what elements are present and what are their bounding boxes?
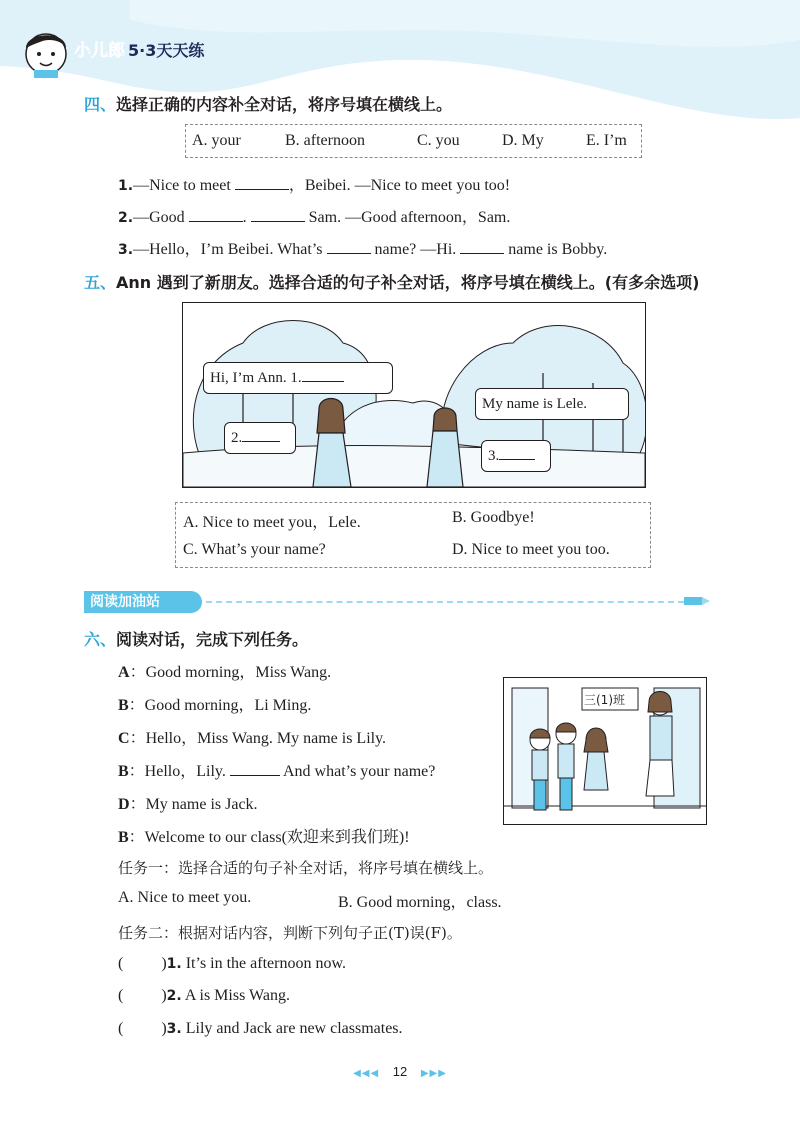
bubble-1-text: Hi, I’m Ann. 1. <box>210 370 302 386</box>
item-text: name? —Hi. <box>370 241 461 258</box>
dialogue-line <box>118 692 311 715</box>
item-text: name is Bobby. <box>504 241 608 258</box>
speaker: D <box>118 796 130 813</box>
section-5-heading <box>84 270 699 293</box>
section-4-options-box <box>185 124 642 158</box>
item-number: 3. <box>118 242 134 258</box>
judge-text: It’s in the afternoon now. <box>181 955 346 972</box>
judge-text: A is Miss Wang. <box>181 987 290 1004</box>
dialogue-line <box>118 659 331 682</box>
banner-divider <box>206 601 684 603</box>
series-title: 5·3天天练 <box>128 41 205 60</box>
answer-blank[interactable] <box>460 239 504 254</box>
brand-logo-text: 小儿郎 <box>74 41 125 61</box>
section-5-number: 五、 <box>84 273 117 292</box>
speech-bubble-3 <box>475 388 629 420</box>
option-c: C. you <box>417 132 460 149</box>
open-paren: ( <box>118 987 124 1004</box>
judge-text: Lily and Jack are new classmates. <box>181 1020 403 1037</box>
option-a: A. your <box>192 132 241 149</box>
option-b: B. Goodbye! <box>452 509 535 526</box>
judge-item-3 <box>118 1020 403 1038</box>
page-number: 12 <box>392 1064 408 1079</box>
dialogue-text: ：Good morning，Miss Wang. <box>129 664 332 681</box>
bubble-4-text: 3. <box>488 448 500 464</box>
class-sign: 三(1)班 <box>584 693 625 707</box>
close-paren: ) <box>161 1020 167 1037</box>
item-number: 3. <box>166 1021 182 1037</box>
option-d: D. My <box>502 132 544 149</box>
dialogue-text: And what’s your name? <box>279 763 436 780</box>
option-a: A. Nice to meet you，Lele. <box>183 514 361 531</box>
item-number: 1. <box>118 178 134 194</box>
open-paren: ( <box>118 955 124 972</box>
answer-blank[interactable] <box>235 175 289 190</box>
dialogue-text: ：Hello，Miss Wang. My name is Lily. <box>129 730 387 747</box>
close-paren: ) <box>161 955 167 972</box>
item-number: 2. <box>118 210 134 226</box>
item-text: Sam. —Good afternoon，Sam. <box>304 209 511 226</box>
open-paren: ( <box>118 1020 124 1037</box>
item-number: 1. <box>166 956 182 972</box>
section-6-number: 六、 <box>84 630 117 649</box>
speech-bubble-2 <box>224 422 296 454</box>
close-paren: ) <box>161 987 167 1004</box>
section-5-title: Ann 遇到了新朋友。选择合适的句子补全对话，将序号填在横线上。(有多余选项) <box>116 273 700 292</box>
section-4-title: 选择正确的内容补全对话，将序号填在横线上。 <box>116 95 453 114</box>
left-arrows-icon: ◀◀◀ <box>353 1068 380 1079</box>
speaker: B <box>118 763 129 780</box>
item-text: . <box>242 209 251 226</box>
answer-blank[interactable] <box>230 761 280 776</box>
page-footer <box>0 1064 800 1079</box>
section-6-heading <box>84 627 308 650</box>
classroom-illustration <box>503 677 707 825</box>
task-1-option-b: B. Good morning，class. <box>338 894 502 911</box>
dialogue-text: ：Good morning，Li Ming. <box>128 697 312 714</box>
speaker: A <box>118 664 130 681</box>
option-b: B. afternoon <box>285 132 365 149</box>
item-text: —Nice to meet <box>133 177 235 194</box>
bubble-3-text: My name is Lele. <box>482 396 587 412</box>
dialogue-line <box>118 791 258 814</box>
s4-item-1 <box>118 172 510 195</box>
dialogue-text: ：Hello，Lily. <box>128 763 230 780</box>
dialogue-line <box>118 725 386 748</box>
answer-blank[interactable] <box>189 207 243 222</box>
section-6-title: 阅读对话，完成下列任务。 <box>116 630 309 649</box>
option-c: C. What’s your name? <box>183 541 326 558</box>
reading-station-banner: 阅读加油站 <box>84 591 202 613</box>
right-arrows-icon: ▶▶▶ <box>420 1068 447 1079</box>
option-e: E. I’m <box>586 132 627 149</box>
speaker: B <box>118 829 129 846</box>
judge-item-1 <box>118 955 346 973</box>
answer-blank[interactable] <box>242 429 280 442</box>
pencil-icon <box>684 595 710 607</box>
judge-item-2 <box>118 987 290 1005</box>
section-4-number: 四、 <box>84 95 117 114</box>
answer-blank[interactable] <box>499 447 535 460</box>
dialogue-line <box>118 758 435 781</box>
speaker: B <box>118 697 129 714</box>
dialogue-text: ：Welcome to our class(欢迎来到我们班)! <box>128 829 410 846</box>
bubble-2-text: 2. <box>231 430 243 446</box>
dialogue-line <box>118 824 410 847</box>
speaker: C <box>118 730 130 747</box>
task-2-title: 任务二：根据对话内容，判断下列句子正(T)误(F)。 <box>118 924 462 942</box>
item-text: ，Beibei. —Nice to meet you too! <box>288 177 511 194</box>
answer-blank[interactable] <box>302 369 344 382</box>
s4-item-3 <box>118 236 607 259</box>
section-4-heading <box>84 92 452 115</box>
speech-bubble-4 <box>481 440 551 472</box>
answer-blank[interactable] <box>251 207 305 222</box>
item-number: 2. <box>166 988 182 1004</box>
task-1-title: 任务一：选择合适的句子补全对话，将序号填在横线上。 <box>118 859 494 877</box>
speech-bubble-1 <box>203 362 393 394</box>
option-d: D. Nice to meet you too. <box>452 541 610 558</box>
dialogue-text: ：My name is Jack. <box>129 796 258 813</box>
task-1-option-a: A. Nice to meet you. <box>118 889 252 906</box>
answer-blank[interactable] <box>327 239 371 254</box>
item-text: —Good <box>133 209 189 226</box>
item-text: —Hello，I’m Beibei. What’s <box>133 241 327 258</box>
s4-item-2 <box>118 204 510 227</box>
